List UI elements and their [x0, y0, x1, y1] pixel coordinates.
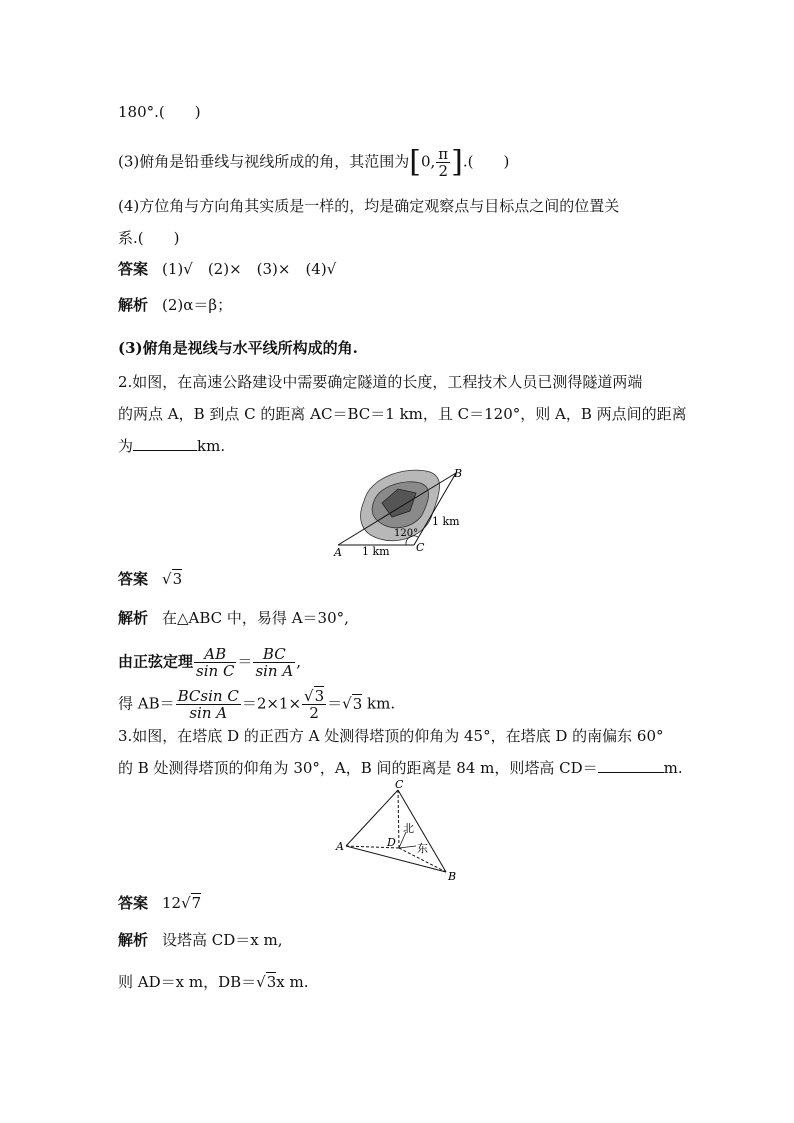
fraction-sqrt3-2: $\frac{√3}{2}$	[304, 687, 325, 722]
item-4-line1: (4)方位角与方向角其实质是一样的，均是确定观察点与目标点之间的位置关	[118, 197, 620, 215]
label-bc: 1 km	[432, 515, 460, 528]
fraction-bcsinc-sina: $\frac{\text{BCsin C}}{\text{sin A}}$	[177, 687, 239, 722]
solution-1	[118, 295, 232, 315]
label-a: A	[334, 546, 342, 559]
answer-3: 答案 12√7	[118, 894, 202, 912]
label-ac: 1 km	[362, 545, 390, 558]
answer-1-value: (1)√ (2)× (3)× (4)√	[162, 260, 337, 278]
label-b: B	[448, 870, 457, 883]
q2-line3: 为 km.	[118, 437, 226, 455]
label-north: 北	[403, 822, 414, 835]
solution-label: 解析	[118, 931, 149, 949]
segment-cd	[398, 790, 399, 848]
q3-line2: 的 B 处测得塔顶的仰角为 30°，A，B 间的距离是 84 m，则塔高 CD＝ m.	[118, 759, 683, 777]
fraction-ab-sinc: $\frac{AB}{\text{sin C}}$	[196, 645, 235, 680]
solution-2-line1: 在△ABC 中，易得 A＝30°,	[162, 609, 349, 627]
prev-item-tail: 180°.( )	[118, 103, 201, 121]
label-a: A	[336, 840, 344, 853]
answer-2-value: 3	[172, 570, 183, 588]
answer-1	[118, 259, 336, 279]
answer-2: 答案 √3	[118, 570, 183, 588]
q2-line1: 2.如图，在高速公路建设中需要确定隧道的长度，工程技术人员已测得隧道两端	[118, 373, 643, 391]
pi-over-two: $\frac{\pi}{2}$	[438, 145, 449, 180]
answer-label: 答案	[118, 570, 149, 588]
ab-result: 得 AB＝ $\frac{\text{BCsin C}}{\text{sin A}}$ ＝2×1× $\frac{√3}{2}$ ＝√3 km.	[118, 687, 396, 722]
solution-1-line2: (3)俯角是视线与水平线所构成的角.	[118, 339, 358, 357]
solution-3	[118, 930, 283, 950]
answer-3-radicand: 7	[191, 894, 202, 912]
label-angle: 120°	[394, 528, 419, 539]
solution-1-line1: (2)α＝β；	[162, 296, 233, 314]
item-4-line2: 系.( )	[118, 229, 180, 247]
item-3: (3)俯角是铅垂线与视线所成的角，其范围为[0, $\frac{\pi}{2}$ ].( )	[118, 144, 510, 180]
solution-2	[118, 608, 349, 628]
fraction-bc-sina: $\frac{BC}{\text{sin A}}$	[255, 645, 294, 680]
answer-label: 答案	[118, 894, 149, 912]
answer-label: 答案	[118, 260, 149, 278]
tunnel-figure	[330, 465, 470, 560]
q3-line1: 3.如图，在塔底 D 的正西方 A 处测得塔顶的仰角为 45°，在塔底 D 的南偏东 60°	[118, 727, 664, 745]
item-3-text: (3)俯角是铅垂线与视线所成的角，其范围为	[118, 152, 410, 171]
q2-line2: 的两点 A，B 到点 C 的距离 AC＝BC＝1 km，且 C＝120°，则 A，B 两点间的距离	[118, 405, 687, 423]
item-3-tail: .( )	[462, 152, 510, 171]
tower-figure	[332, 780, 462, 884]
answer-blank[interactable]	[133, 450, 197, 451]
solution-label: 解析	[118, 609, 149, 627]
answer-blank[interactable]	[598, 772, 664, 773]
solution-3-line2: 则 AD＝x m，DB＝√3x m.	[118, 973, 309, 991]
law-of-sines: 由正弦定理 $\frac{AB}{\text{sin C}}$ ＝ $\frac{BC}{\text{sin A}}$ ,	[118, 645, 301, 680]
solution-3-line1: 设塔高 CD＝x m,	[162, 931, 283, 949]
interval-lower: 0,	[420, 152, 436, 171]
label-b: B	[454, 467, 463, 480]
segment-ab	[346, 846, 446, 872]
label-c: C	[395, 780, 404, 791]
solution-label: 解析	[118, 296, 149, 314]
label-east: 东	[417, 842, 428, 855]
label-d: D	[387, 836, 396, 849]
label-c: C	[416, 541, 425, 554]
east-arrow	[399, 846, 416, 848]
